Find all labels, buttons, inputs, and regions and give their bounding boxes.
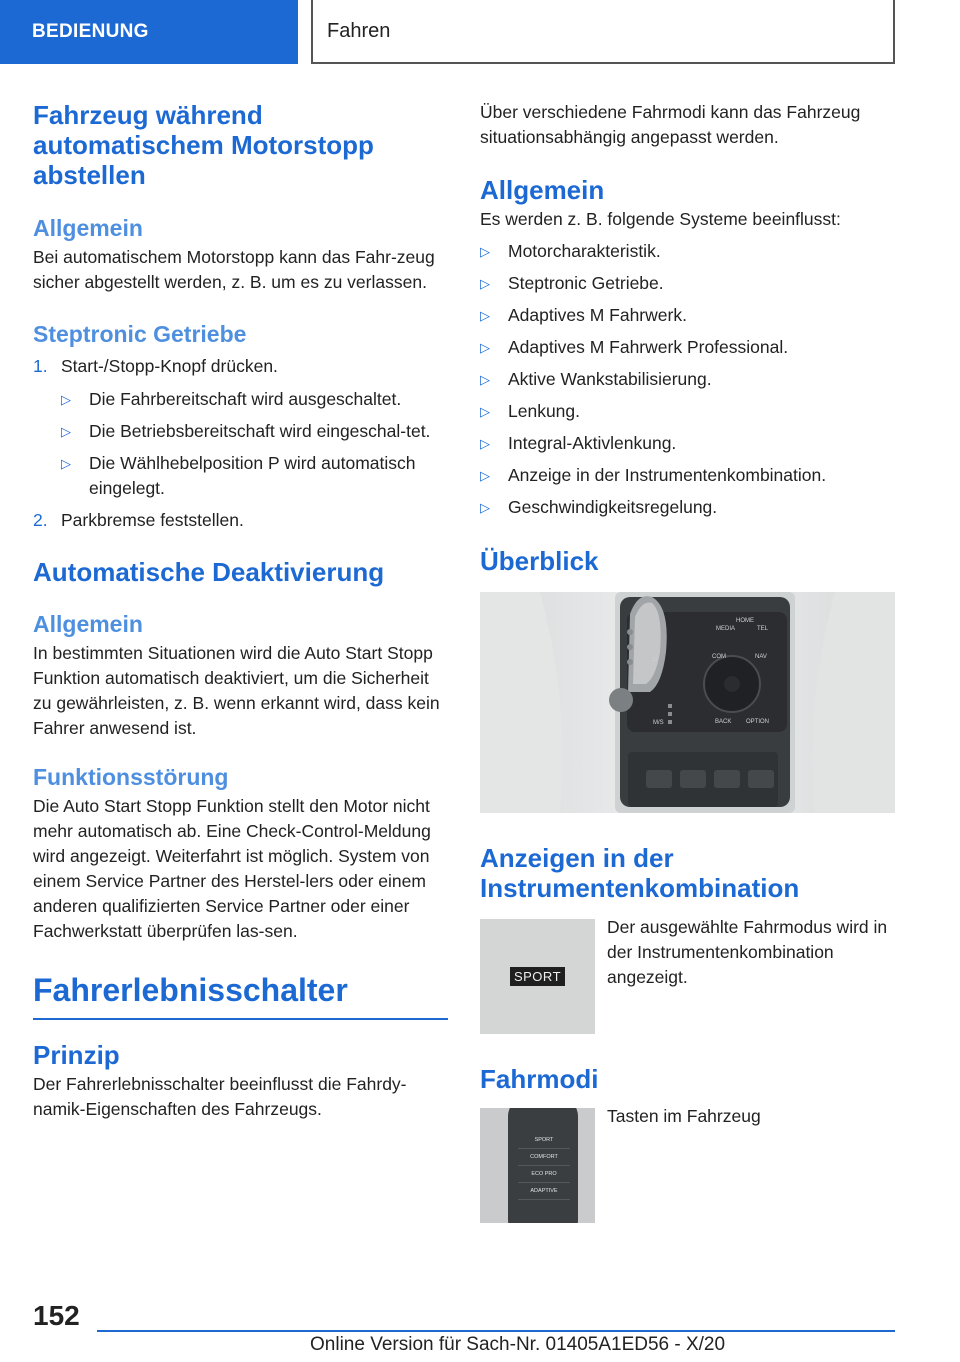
triangle-bullet-icon: ▷ xyxy=(480,500,490,515)
paragraph-allgemein-right: Es werden z. B. folgende Systeme beeinflusst: xyxy=(480,209,841,229)
console-label: P xyxy=(653,658,658,664)
chapter-tab xyxy=(0,0,298,64)
step-item xyxy=(33,508,448,533)
page-number: 152 xyxy=(33,1300,80,1331)
triangle-bullet-icon: ▷ xyxy=(480,308,490,323)
triangle-bullet-icon: ▷ xyxy=(480,436,490,451)
heading-allgemein-1: Allgemein xyxy=(33,215,143,241)
list-item xyxy=(480,303,896,328)
mode-button-label: ADAPTIVE xyxy=(518,1183,570,1200)
heading-motorstopp: Fahrzeug während automatischem Motorstopp abstellen xyxy=(33,100,374,190)
heading-anzeigen: Anzeigen in der Instrumentenkombination xyxy=(480,843,800,903)
heading-prinzip: Prinzip xyxy=(33,1040,120,1070)
triangle-bullet-icon: ▷ xyxy=(480,404,490,419)
list-item xyxy=(480,271,896,296)
paragraph-allgemein-2: In bestimmten Situationen wird die Auto Start Stopp Funktion automatisch deaktiviert, um die Sicherheit zu gewährleisten, z. B. wenn erkannt wird, dass kein Fahrer anwesend ist. xyxy=(33,643,440,738)
heading-allgemein-right: Allgemein xyxy=(480,175,605,205)
paragraph-prinzip: Der Fahrerlebnisschalter beeinflusst die Fahrdy-namik-Eigenschaften des Fahrzeugs. xyxy=(33,1074,407,1119)
step-item xyxy=(33,354,448,379)
mode-buttons-block xyxy=(480,1108,896,1223)
triangle-bullet-icon: ▷ xyxy=(480,372,490,387)
systems-list xyxy=(480,239,896,520)
heading-deaktivierung: Automatische Deaktivierung xyxy=(33,557,385,587)
step-number: 2. xyxy=(33,510,48,530)
list-item xyxy=(480,463,896,488)
heading-funktionsstoerung: Funktionsstörung xyxy=(33,764,229,790)
paragraph-anzeigen: Der ausgewählte Fahrmodus wird in der Instrumentenkombination angezeigt. xyxy=(607,917,888,987)
list-item-text: Lenkung. xyxy=(508,401,581,421)
list-item-text: Motorcharakteristik. xyxy=(508,241,661,261)
footer-text: Online Version für Sach-Nr. 01405A1ED56 - X/20 xyxy=(310,1334,726,1355)
step-text: Start-/Stopp-Knopf drücken. xyxy=(61,356,278,376)
console-label: HOME xyxy=(736,618,754,624)
triangle-bullet-icon: ▷ xyxy=(61,424,71,439)
list-item xyxy=(480,399,896,424)
mode-buttons-image xyxy=(480,1108,595,1223)
chapter-title-box xyxy=(311,0,895,64)
list-item-text: Geschwindigkeitsregelung. xyxy=(508,497,718,517)
console-label: OPTION xyxy=(746,719,770,725)
paragraph-funktionsstoerung: Die Auto Start Stopp Funktion stellt den Motor nicht mehr automatisch ab. Eine Check-Control-Meldung wird angezeigt. Weiterfahrt ist möglich. System von einem Service Partner des Herstel-lers oder einem anderen qualifizierten Service Partner oder einer Fachwerkstatt überprüfen las-sen. xyxy=(33,796,431,941)
heading-allgemein-2: Allgemein xyxy=(33,611,143,637)
console-label: BACK xyxy=(715,719,732,725)
sub-bullet-list xyxy=(33,387,448,501)
center-console-illustration xyxy=(480,592,895,813)
heading-rule xyxy=(33,1018,448,1020)
list-item xyxy=(480,495,896,520)
list-item-text: Die Fahrbereitschaft wird ausgeschaltet. xyxy=(89,389,402,409)
console-label: TEL xyxy=(757,626,769,632)
list-item xyxy=(61,419,448,444)
footer-rule xyxy=(97,1330,895,1332)
sport-display-block xyxy=(480,919,896,1034)
list-item xyxy=(61,387,448,412)
right-column xyxy=(480,100,896,1223)
list-item-text: Adaptives M Fahrwerk. xyxy=(508,305,687,325)
steps-list xyxy=(33,354,448,533)
step-number: 1. xyxy=(33,356,48,376)
paragraph-allgemein-1: Bei automatischem Motorstopp kann das Fahr-zeug sicher abgestellt werden, z. B. um es zu verlassen. xyxy=(33,247,435,292)
chapter-title: Fahren xyxy=(327,19,391,42)
list-item-text: Die Betriebsbereitschaft wird eingeschal-tet. xyxy=(89,421,431,441)
list-item xyxy=(480,367,896,392)
list-item-text: Adaptives M Fahrwerk Professional. xyxy=(508,337,789,357)
console-label: NAV xyxy=(755,654,767,660)
triangle-bullet-icon: ▷ xyxy=(480,468,490,483)
sport-display-image xyxy=(480,919,595,1034)
heading-fahrerlebnisschalter: Fahrerlebnisschalter xyxy=(33,972,348,1008)
console-photo xyxy=(480,592,895,813)
step-text: Parkbremse feststellen. xyxy=(61,510,244,530)
console-label: COM xyxy=(712,654,726,660)
heading-fahrmodi: Fahrmodi xyxy=(480,1064,599,1094)
list-item xyxy=(61,451,448,501)
sport-mode-badge: SPORT xyxy=(510,967,565,986)
list-item-text: Integral-Aktivlenkung. xyxy=(508,433,677,453)
paragraph-tasten: Tasten im Fahrzeug xyxy=(607,1106,761,1126)
console-label: MEDIA xyxy=(716,626,736,632)
section-label: BEDIENUNG xyxy=(32,21,149,42)
list-item-text: Anzeige in der Instrumentenkombination. xyxy=(508,465,827,485)
triangle-bullet-icon: ▷ xyxy=(480,244,490,259)
mode-button-label: ECO PRO xyxy=(518,1166,570,1183)
mode-button-label: SPORT xyxy=(518,1132,570,1149)
triangle-bullet-icon: ▷ xyxy=(480,276,490,291)
triangle-bullet-icon: ▷ xyxy=(61,456,71,471)
paragraph-intro: Über verschiedene Fahrmodi kann das Fahrzeug situationsabhängig angepasst werden. xyxy=(480,102,861,147)
list-item xyxy=(480,335,896,360)
left-column xyxy=(33,100,448,1122)
list-item xyxy=(480,431,896,456)
list-item-text: Die Wählhebelposition P wird automatisch eingelegt. xyxy=(89,453,416,498)
console-label: M/S xyxy=(653,720,664,726)
heading-steptronic: Steptronic Getriebe xyxy=(33,321,247,347)
triangle-bullet-icon: ▷ xyxy=(480,340,490,355)
mode-button-stack xyxy=(518,1132,570,1200)
list-item xyxy=(480,239,896,264)
list-item-text: Aktive Wankstabilisierung. xyxy=(508,369,712,389)
heading-ueberblick: Überblick xyxy=(480,546,599,576)
list-item-text: Steptronic Getriebe. xyxy=(508,273,664,293)
triangle-bullet-icon: ▷ xyxy=(61,392,71,407)
mode-button-label: COMFORT xyxy=(518,1149,570,1166)
